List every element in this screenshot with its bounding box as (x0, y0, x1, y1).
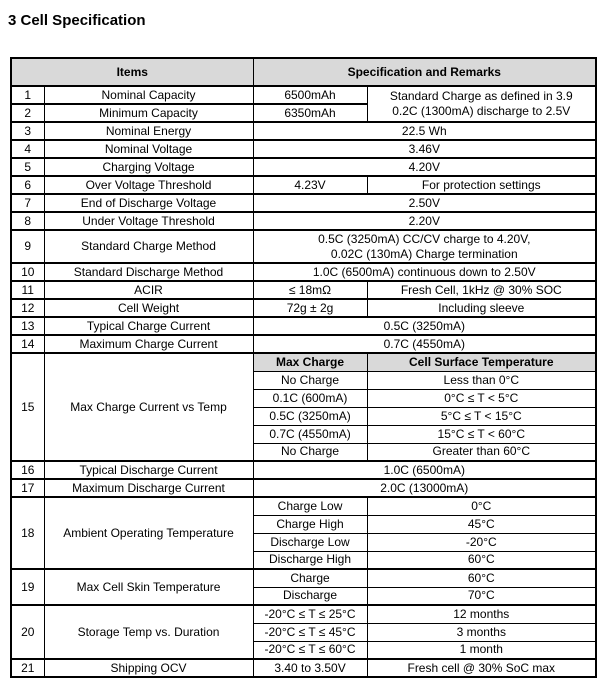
sub-condition: 5°C ≤ T < 15°C (367, 407, 596, 425)
table-row (11, 122, 596, 140)
spec-value: 2.50V (253, 194, 596, 212)
row-number: 5 (11, 158, 44, 176)
row-number: 15 (11, 353, 44, 461)
table-row-group (11, 569, 596, 587)
spec-value: 3.40 to 3.50V (253, 659, 367, 677)
item-label: Shipping OCV (44, 659, 253, 677)
remark-line: 0.2C (1300mA) discharge to 2.5V (392, 104, 571, 118)
row-number: 18 (11, 497, 44, 569)
row-number: 6 (11, 176, 44, 194)
cell-specification-table (10, 57, 597, 678)
header-spec-remarks: Specification and Remarks (253, 58, 596, 86)
sub-condition: 45°C (367, 515, 596, 533)
spec-value: 2.0C (13000mA) (253, 479, 596, 497)
table-row (11, 281, 596, 299)
table-row-group (11, 605, 596, 623)
row-number: 21 (11, 659, 44, 677)
sub-condition: 12 months (367, 605, 596, 623)
remark-merged (367, 86, 596, 122)
sub-value: 0.5C (3250mA) (253, 407, 367, 425)
sub-value: Charge Low (253, 497, 367, 515)
sub-condition: Less than 0°C (367, 371, 596, 389)
spec-value: 2.20V (253, 212, 596, 230)
subtable-header-cell-surface-temp: Cell Surface Temperature (367, 353, 596, 371)
header-items: Items (11, 58, 253, 86)
table-header-row (11, 58, 596, 86)
row-number: 14 (11, 335, 44, 353)
row-number: 17 (11, 479, 44, 497)
table-row-group (11, 497, 596, 515)
sub-value: 0.1C (600mA) (253, 389, 367, 407)
spec-value: 6350mAh (253, 104, 367, 122)
sub-value: -20°C ≤ T ≤ 25°C (253, 605, 367, 623)
table-row (11, 317, 596, 335)
sub-value: Discharge Low (253, 533, 367, 551)
row-number: 12 (11, 299, 44, 317)
table-row (11, 86, 596, 104)
sub-condition: 60°C (367, 551, 596, 569)
table-row (11, 659, 596, 677)
table-row (11, 479, 596, 497)
item-label: Standard Discharge Method (44, 263, 253, 281)
table-row (11, 335, 596, 353)
item-label: Max Charge Current vs Temp (44, 353, 253, 461)
table-row-group (11, 353, 596, 371)
item-label: Under Voltage Threshold (44, 212, 253, 230)
sub-value: -20°C ≤ T ≤ 60°C (253, 641, 367, 659)
spec-value-multiline (253, 230, 596, 263)
remark-text: Fresh Cell, 1kHz @ 30% SOC (367, 281, 596, 299)
sub-condition: 15°C ≤ T < 60°C (367, 425, 596, 443)
spec-value-line: 0.02C (130mA) Charge termination (330, 246, 518, 261)
item-label: Storage Temp vs. Duration (44, 605, 253, 659)
item-label: Max Cell Skin Temperature (44, 569, 253, 605)
spec-value: 4.20V (253, 158, 596, 176)
spec-value: 6500mAh (253, 86, 367, 104)
item-label: Nominal Voltage (44, 140, 253, 158)
spec-value-line: 0.5C (3250mA) CC/CV charge to 4.20V, (318, 231, 531, 246)
item-label: Cell Weight (44, 299, 253, 317)
sub-condition: 60°C (367, 569, 596, 587)
table-row (11, 212, 596, 230)
sub-value: No Charge (253, 371, 367, 389)
table-row (11, 230, 596, 263)
item-label: ACIR (44, 281, 253, 299)
sub-condition: 0°C (367, 497, 596, 515)
item-label: Minimum Capacity (44, 104, 253, 122)
sub-condition: 1 month (367, 641, 596, 659)
sub-value: 0.7C (4550mA) (253, 425, 367, 443)
row-number: 4 (11, 140, 44, 158)
row-number: 11 (11, 281, 44, 299)
sub-value: No Charge (253, 443, 367, 461)
spec-value: 4.23V (253, 176, 367, 194)
page-title: 3 Cell Specification (8, 12, 146, 29)
row-number: 20 (11, 605, 44, 659)
row-number: 19 (11, 569, 44, 605)
remark-text: For protection settings (367, 176, 596, 194)
item-label: Ambient Operating Temperature (44, 497, 253, 569)
item-label: End of Discharge Voltage (44, 194, 253, 212)
spec-value: 3.46V (253, 140, 596, 158)
spec-value: ≤ 18mΩ (253, 281, 367, 299)
remark-text: Fresh cell @ 30% SoC max (367, 659, 596, 677)
spec-value: 0.7C (4550mA) (253, 335, 596, 353)
sub-value: Charge (253, 569, 367, 587)
spec-value: 0.5C (3250mA) (253, 317, 596, 335)
row-number: 16 (11, 461, 44, 479)
table-row (11, 176, 596, 194)
sub-value: Charge High (253, 515, 367, 533)
item-label: Typical Discharge Current (44, 461, 253, 479)
row-number: 3 (11, 122, 44, 140)
sub-condition: 70°C (367, 587, 596, 605)
row-number: 10 (11, 263, 44, 281)
row-number: 1 (11, 86, 44, 104)
item-label: Standard Charge Method (44, 230, 253, 263)
table-row (11, 158, 596, 176)
sub-value: Discharge (253, 587, 367, 605)
subtable-header-max-charge: Max Charge (253, 353, 367, 371)
row-number: 8 (11, 212, 44, 230)
item-label: Nominal Capacity (44, 86, 253, 104)
spec-value: 22.5 Wh (253, 122, 596, 140)
row-number: 2 (11, 104, 44, 122)
table-row (11, 140, 596, 158)
sub-value: Discharge High (253, 551, 367, 569)
sub-condition: -20°C (367, 533, 596, 551)
spec-value: 72g ± 2g (253, 299, 367, 317)
table-row (11, 263, 596, 281)
item-label: Maximum Charge Current (44, 335, 253, 353)
row-number: 9 (11, 230, 44, 263)
sub-condition: Greater than 60°C (367, 443, 596, 461)
sub-condition: 3 months (367, 623, 596, 641)
spec-value: 1.0C (6500mA) (253, 461, 596, 479)
table-row (11, 461, 596, 479)
item-label: Maximum Discharge Current (44, 479, 253, 497)
item-label: Nominal Energy (44, 122, 253, 140)
remark-text: Including sleeve (367, 299, 596, 317)
sub-condition: 0°C ≤ T < 5°C (367, 389, 596, 407)
table-row (11, 299, 596, 317)
row-number: 13 (11, 317, 44, 335)
remark-line: Standard Charge as defined in 3.9 (389, 89, 573, 103)
spec-value: 1.0C (6500mA) continuous down to 2.50V (253, 263, 596, 281)
sub-value: -20°C ≤ T ≤ 45°C (253, 623, 367, 641)
row-number: 7 (11, 194, 44, 212)
item-label: Typical Charge Current (44, 317, 253, 335)
item-label: Over Voltage Threshold (44, 176, 253, 194)
item-label: Charging Voltage (44, 158, 253, 176)
table-row (11, 194, 596, 212)
